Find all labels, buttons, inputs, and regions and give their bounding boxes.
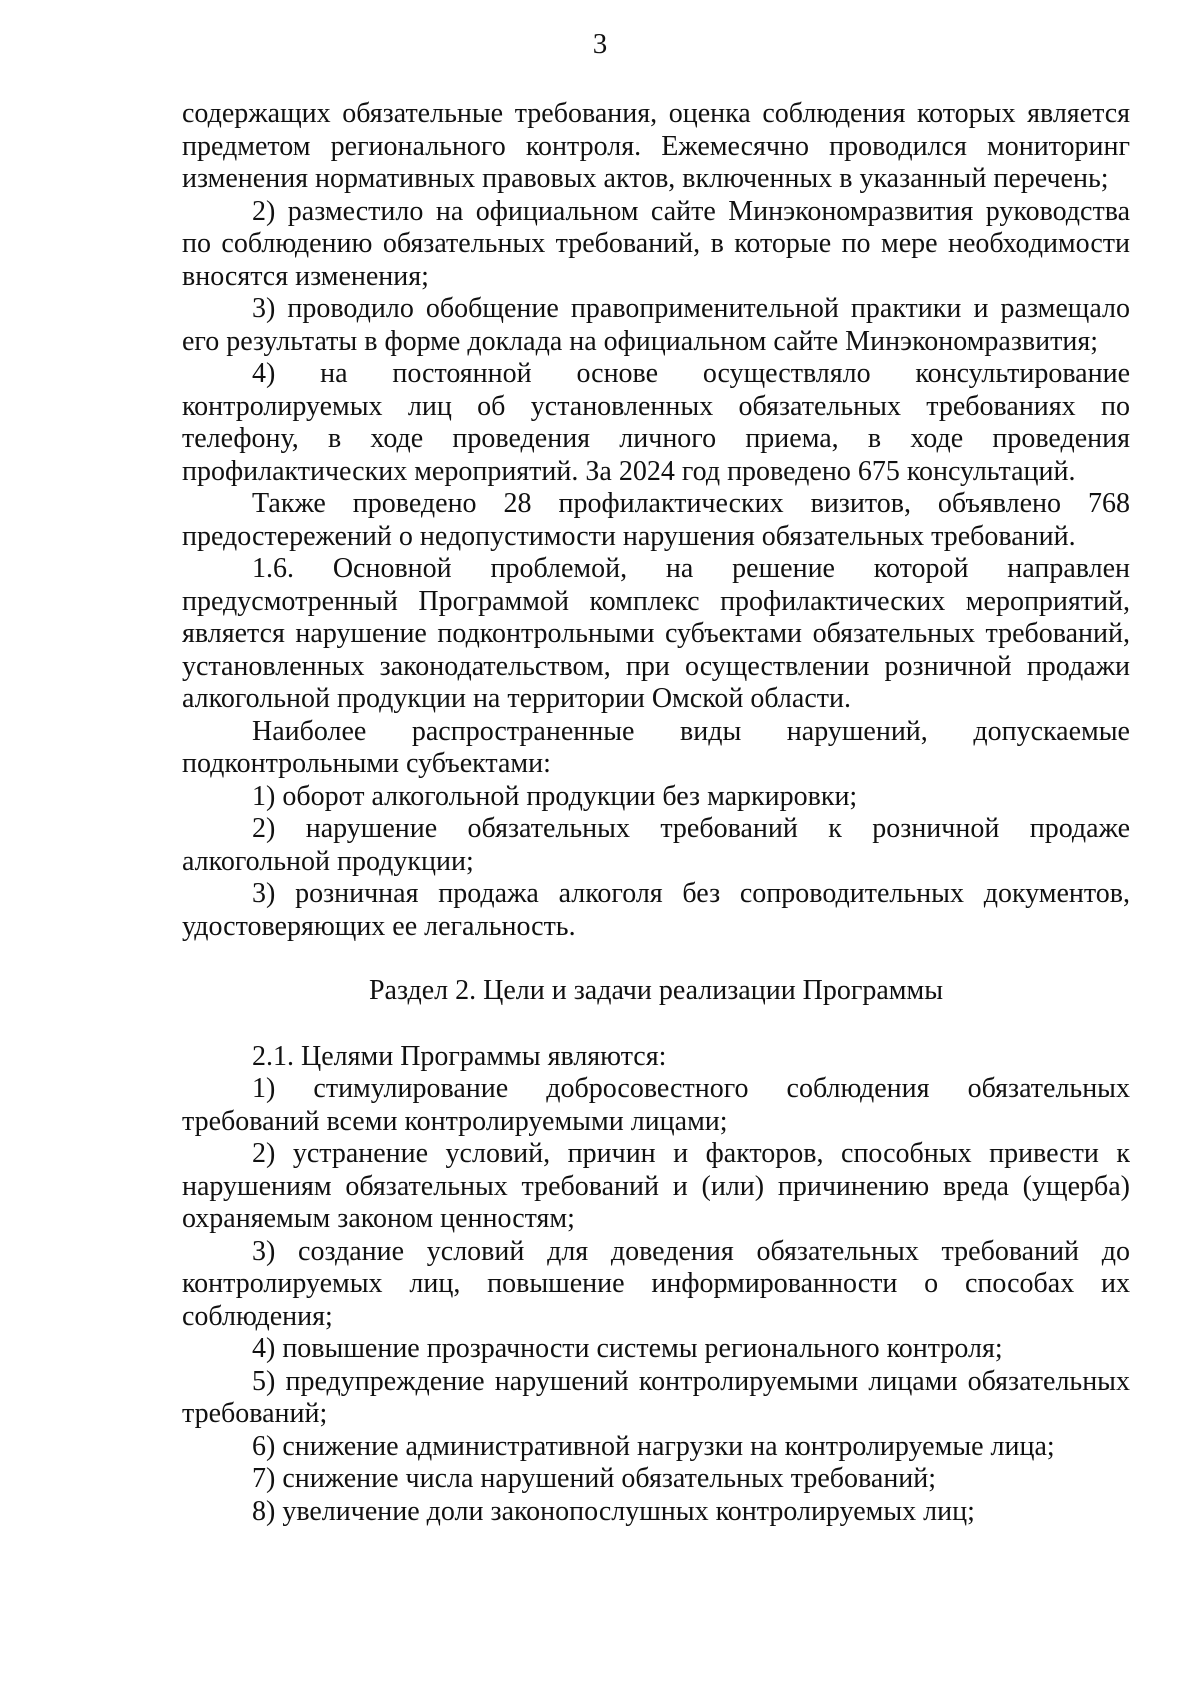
list-item-2: 2) разместило на официальном сайте Минэкономразвития руководства по соблюдению обязательных требований, в которые по мере необходимости вносятся изменения; xyxy=(182,195,1130,292)
goal-item-3: 3) создание условий для доведения обязательных требований до контролируемых лиц, повышение информированности о способах их соблюдения; xyxy=(182,1235,1130,1332)
paragraph-2-1: 2.1. Целями Программы являются: xyxy=(252,1040,667,1072)
goal-item-5: 5) предупреждение нарушений контролируемыми лицами обязательных требований; xyxy=(182,1365,1130,1429)
list-item-4: 4) на постоянной основе осуществляло консультирование контролируемых лиц об установленных обязательных требованиях по телефону, в ходе проведения личного приема, в ходе проведения профилактических мероприятий. За 2024 год проведено 675 консультаций. xyxy=(182,358,1130,487)
paragraph-violations-intro: Наиболее распространенные виды нарушений, допускаемые подконтрольными субъектами: xyxy=(182,715,1130,779)
goal-item-6: 6) снижение административной нагрузки на контролируемые лица; xyxy=(252,1430,1055,1462)
goal-item-2: 2) устранение условий, причин и факторов, способных привести к нарушениям обязательных требований и (или) причинению вреда (ущерба) охраняемым законом ценностям; xyxy=(182,1138,1130,1234)
paragraph-1-6: 1.6. Основной проблемой, на решение которой направлен предусмотренный Программой комплекс профилактических мероприятий, является нарушение подконтрольными субъектами обязательных требований, установленных законодательством, при осуществлении розничной продажи алкогольной продукции на территории Омской области. xyxy=(182,553,1130,714)
document-body xyxy=(182,98,1130,1528)
goal-item-7: 7) снижение числа нарушений обязательных требований; xyxy=(252,1463,937,1494)
paragraph-visits: Также проведено 28 профилактических визитов, объявлено 768 предостережений о недопустимости нарушения обязательных требований. xyxy=(182,488,1130,552)
paragraph-continuation: содержащих обязательные требования, оценка соблюдения которых является предметом регионального контроля. Ежемесячно проводился мониторинг изменения нормативных правовых актов, включенных в указанный перечень; xyxy=(182,98,1130,194)
goal-item-8: 8) увеличение доли законопослушных контролируемых лиц; xyxy=(252,1495,975,1527)
goal-item-1: 1) стимулирование добросовестного соблюдения обязательных требований всеми контролируемыми лицами; xyxy=(182,1073,1130,1137)
section-heading: Раздел 2. Цели и задачи реализации Программы xyxy=(368,975,944,1006)
violation-item-3: 3) розничная продажа алкоголя без сопроводительных документов, удостоверяющих ее легальность. xyxy=(182,878,1130,942)
violation-item-2: 2) нарушение обязательных требований к розничной продаже алкогольной продукции; xyxy=(182,813,1130,877)
goal-item-4: 4) повышение прозрачности системы регионального контроля; xyxy=(252,1333,1003,1364)
violation-item-1: 1) оборот алкогольной продукции без маркировки; xyxy=(252,780,858,812)
page-number: 3 xyxy=(592,28,608,60)
list-item-3: 3) проводило обобщение правоприменительной практики и размещало его результаты в форме доклада на официальном сайте Минэкономразвития; xyxy=(182,293,1130,357)
